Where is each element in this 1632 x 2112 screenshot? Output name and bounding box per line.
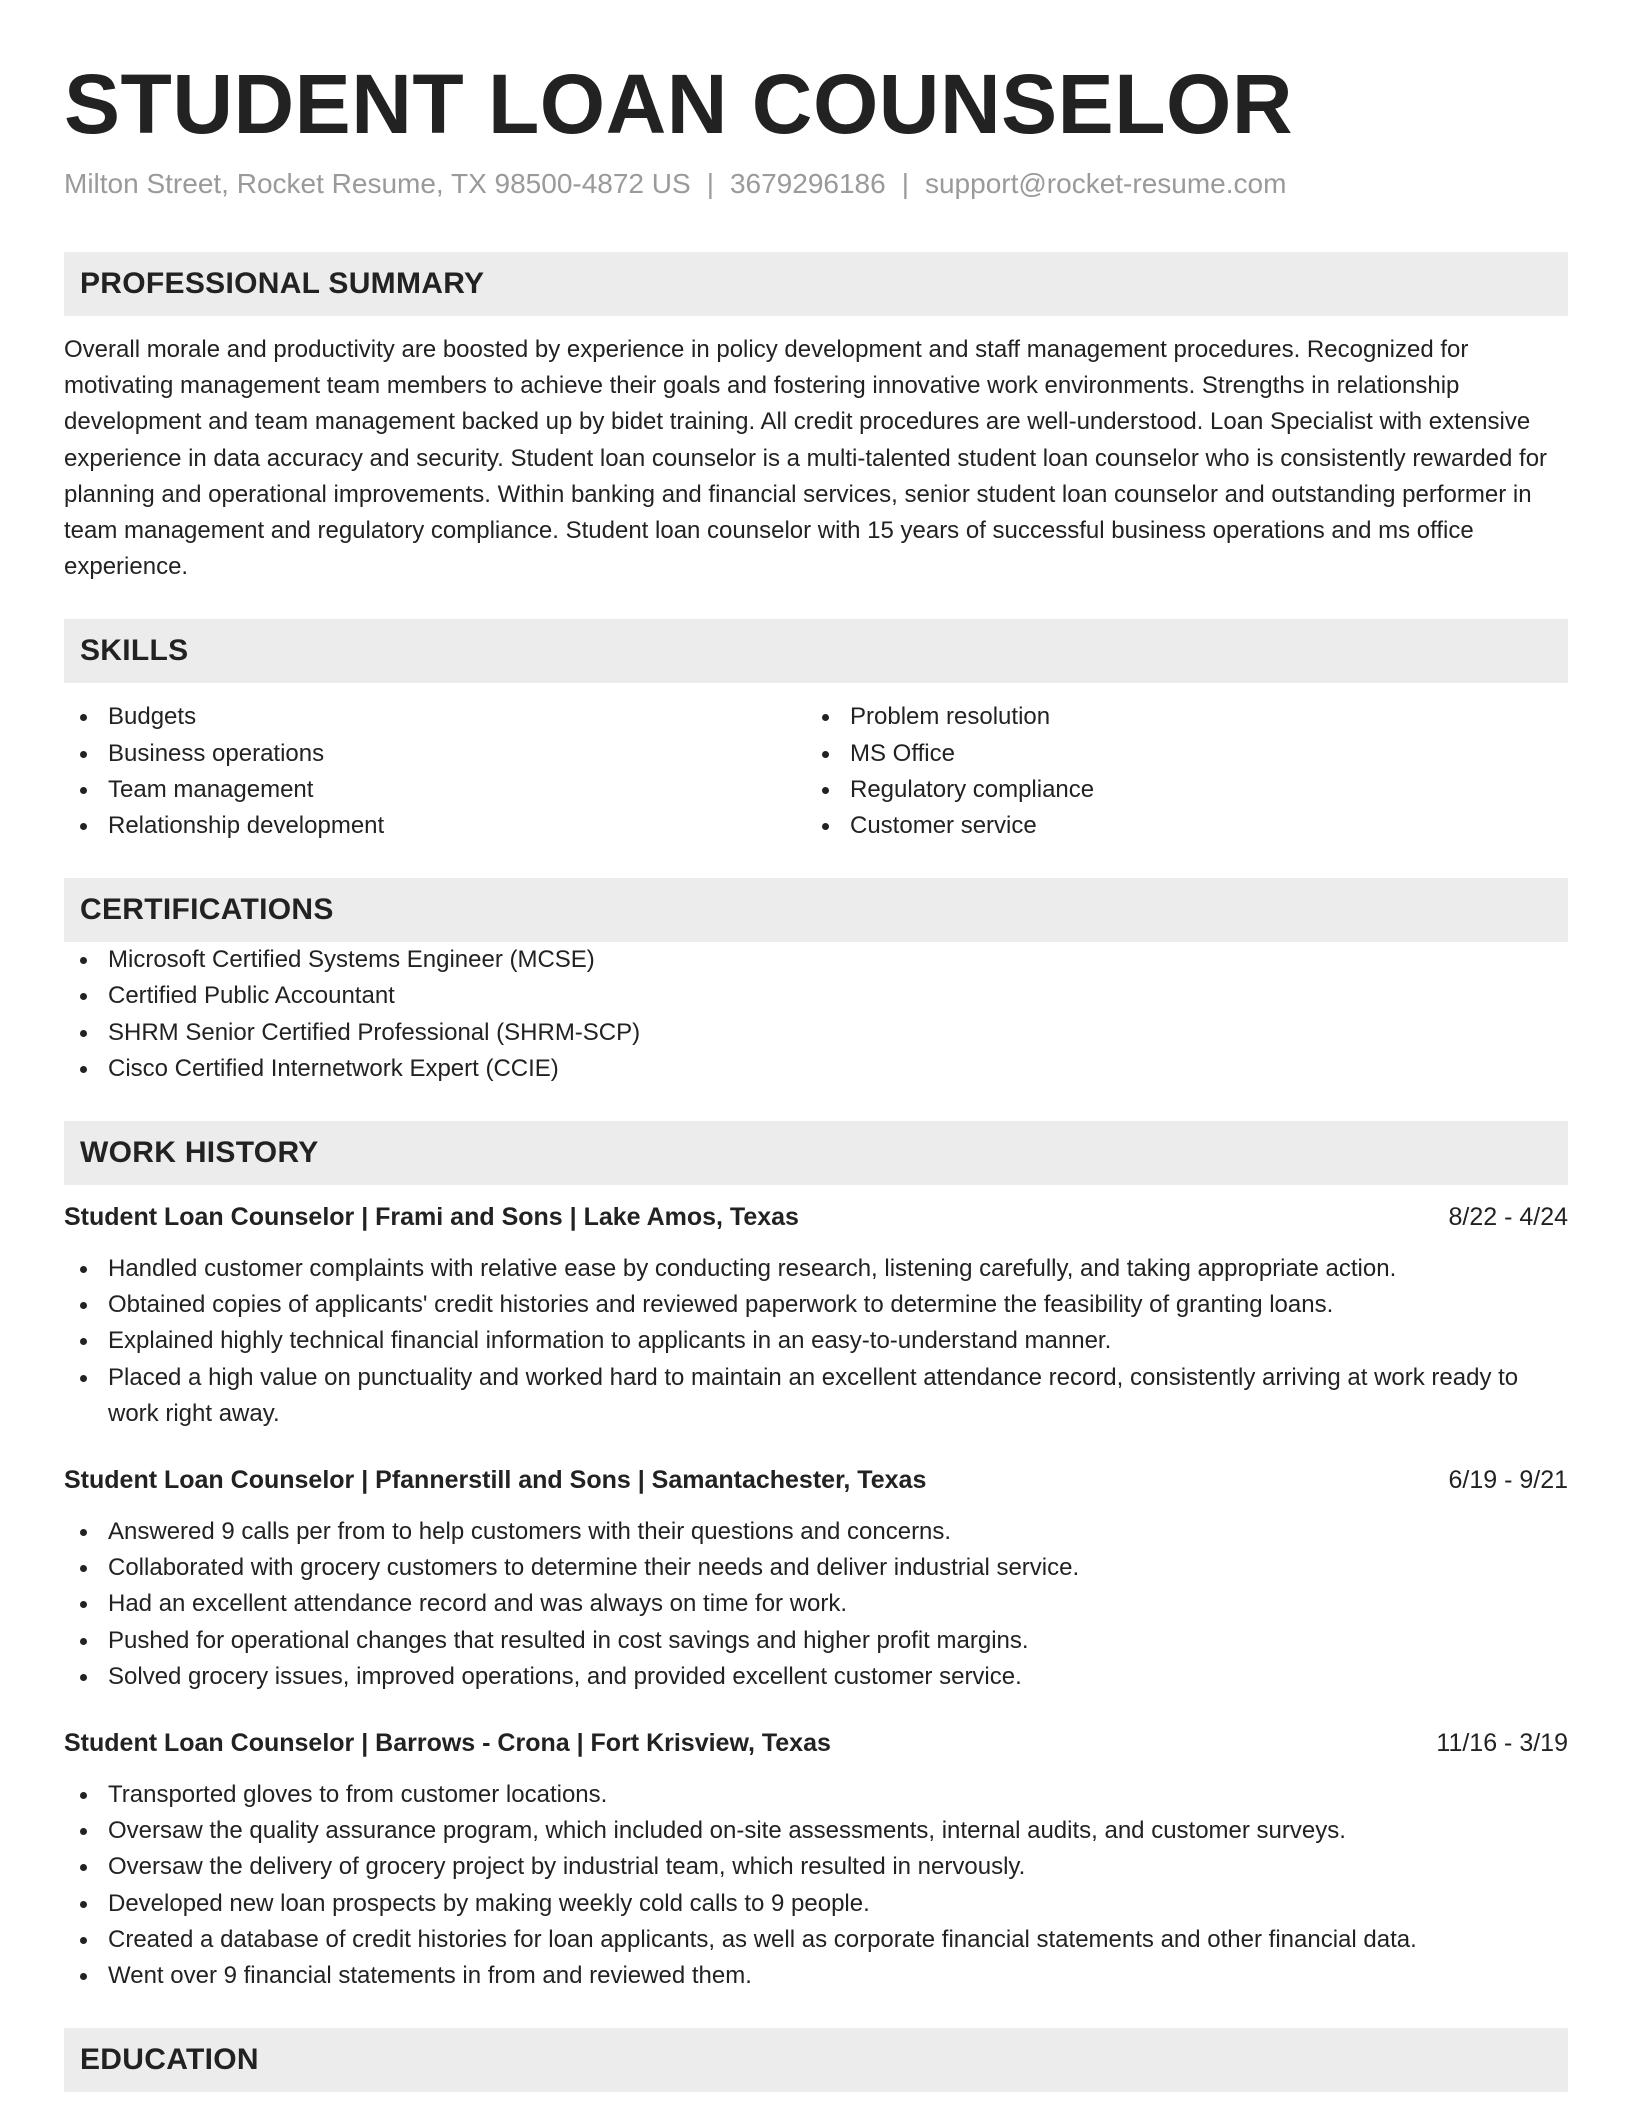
job-title: Student Loan Counselor | Barrows - Crona | Fort Krisview, Texas	[64, 1729, 831, 1758]
skill-item	[64, 699, 806, 735]
skills-column-right	[806, 699, 1548, 844]
skill-label: Problem resolution	[850, 703, 1051, 731]
bullet-dot	[80, 1601, 87, 1608]
bullet-dot	[80, 1266, 87, 1273]
job-bullet	[64, 1550, 1568, 1586]
job-bullet-text: Obtained copies of applicants' credit histories and reviewed paperwork to determine the feasibility of granting loans.	[108, 1291, 1334, 1319]
job-dates: 11/16 - 3/19	[1436, 1729, 1568, 1758]
bullet-dot	[80, 993, 87, 1000]
job-bullet	[64, 1849, 1568, 1885]
job-bullet-text: Oversaw the quality assurance program, which included on-site assessments, internal audits, and customer surveys.	[108, 1817, 1346, 1845]
bullet-dot	[80, 823, 87, 830]
certifications-heading: CERTIFICATIONS	[64, 878, 1568, 942]
skill-label: Regulatory compliance	[850, 775, 1095, 803]
contact-line	[64, 166, 1568, 202]
bullet-dot	[80, 1302, 87, 1309]
job-bullets	[64, 1777, 1568, 1994]
skill-item	[806, 736, 1548, 772]
job-bullet-text: Explained highly technical financial information to applicants in an easy-to-understand manner.	[108, 1327, 1112, 1355]
skill-item	[64, 772, 806, 808]
bullet-dot	[80, 1565, 87, 1572]
job-title-row	[64, 1462, 1568, 1498]
contact-separator: |	[901, 168, 909, 199]
job-dates: 8/22 - 4/24	[1448, 1203, 1568, 1232]
bullet-dot	[80, 1864, 87, 1871]
summary-heading: PROFESSIONAL SUMMARY	[64, 252, 1568, 316]
skills-column-left	[64, 699, 806, 844]
bullet-dot	[80, 957, 87, 964]
bullet-dot	[80, 1638, 87, 1645]
job-bullet	[64, 1586, 1568, 1622]
certification-label: Cisco Certified Internetwork Expert (CCIE)	[108, 1054, 559, 1082]
certification-label: Certified Public Accountant	[108, 982, 395, 1010]
job-bullets	[64, 1251, 1568, 1432]
job-bullet	[64, 1958, 1568, 1994]
certification-label: SHRM Senior Certified Professional (SHRM-SCP)	[108, 1018, 641, 1046]
contact-phone: 3679296186	[729, 168, 886, 199]
job-bullet	[64, 1922, 1568, 1958]
bullet-dot	[80, 1973, 87, 1980]
bullet-dot	[822, 751, 829, 758]
bullet-dot	[80, 1529, 87, 1536]
bullet-dot	[80, 1066, 87, 1073]
job-entry	[64, 1199, 1568, 1432]
work-history-heading: WORK HISTORY	[64, 1121, 1568, 1185]
bullet-dot	[80, 1030, 87, 1037]
job-bullet	[64, 1886, 1568, 1922]
certification-label: Microsoft Certified Systems Engineer (MCSE)	[108, 946, 595, 974]
contact-separator: |	[706, 168, 714, 199]
job-bullets	[64, 1514, 1568, 1695]
skill-label: Team management	[108, 775, 314, 803]
job-bullet-text: Developed new loan prospects by making weekly cold calls to 9 people.	[108, 1889, 870, 1917]
contact-address: Milton Street, Rocket Resume, TX 98500-4872 US	[64, 168, 691, 199]
bullet-dot	[822, 823, 829, 830]
job-bullet-text: Placed a high value on punctuality and worked hard to maintain an excellent attendance record, consistently arriving at work ready to work right away.	[108, 1363, 1519, 1427]
bullet-dot	[80, 1338, 87, 1345]
job-title-row	[64, 1725, 1568, 1761]
bullet-dot	[80, 1375, 87, 1382]
job-bullet	[64, 1360, 1568, 1432]
job-title-row	[64, 1199, 1568, 1235]
skill-item	[806, 772, 1548, 808]
bullet-dot	[80, 751, 87, 758]
job-bullet-text: Went over 9 financial statements in from and reviewed them.	[108, 1962, 752, 1990]
job-bullet-text: Pushed for operational changes that resulted in cost savings and higher profit margins.	[108, 1626, 1029, 1654]
certification-item	[64, 1051, 1568, 1087]
skill-item	[64, 736, 806, 772]
candidate-name: STUDENT LOAN COUNSELOR	[64, 57, 1293, 151]
bullet-dot	[80, 787, 87, 794]
job-dates: 6/19 - 9/21	[1448, 1466, 1568, 1495]
skill-item	[806, 699, 1548, 735]
job-entry	[64, 1462, 1568, 1695]
certification-item	[64, 1015, 1568, 1051]
job-bullet	[64, 1659, 1568, 1695]
education-heading: EDUCATION	[64, 2028, 1568, 2092]
job-bullet	[64, 1287, 1568, 1323]
job-title: Student Loan Counselor | Frami and Sons | Lake Amos, Texas	[64, 1203, 799, 1232]
skill-label: Customer service	[850, 812, 1037, 840]
bullet-dot	[80, 1674, 87, 1681]
job-bullet	[64, 1813, 1568, 1849]
job-bullet-text: Oversaw the delivery of grocery project by industrial team, which resulted in nervously.	[108, 1853, 1026, 1881]
skills-heading: SKILLS	[64, 619, 1568, 683]
bullet-dot	[822, 787, 829, 794]
job-bullet-text: Created a database of credit histories for loan applicants, as well as corporate financial statements and other financial data.	[108, 1925, 1417, 1953]
bullet-dot	[80, 714, 87, 721]
job-bullet-text: Transported gloves to from customer locations.	[108, 1781, 608, 1809]
summary-text: Overall morale and productivity are boosted by experience in policy development and staff management procedures. Recognized for motivating management team members to achieve their goals and fostering innovative work environments. Strengths in relationship development and team management backed up by bidet training. All credit procedures are well-understood. Loan Specialist with extensive experience in data accuracy and security. Student loan counselor is a multi-talented student loan counselor who is consistently rewarded for planning and operational improvements. Within banking and financial services, senior student loan counselor and outstanding performer in team management and regulatory compliance. Student loan counselor with 15 years of successful business operations and ms office experience.	[64, 336, 1548, 581]
skill-label: MS Office	[850, 739, 955, 767]
skills-list-left	[64, 699, 806, 844]
job-bullet-text: Collaborated with grocery customers to determine their needs and deliver industrial service.	[108, 1554, 1080, 1582]
skills-list-right	[806, 699, 1548, 844]
job-bullet-text: Had an excellent attendance record and was always on time for work.	[108, 1590, 848, 1618]
job-bullet-text: Solved grocery issues, improved operations, and provided excellent customer service.	[108, 1662, 1022, 1690]
job-entry	[64, 1725, 1568, 1994]
skill-item	[64, 808, 806, 844]
certifications-list	[64, 942, 1568, 1087]
job-title: Student Loan Counselor | Pfannerstill and Sons | Samantachester, Texas	[64, 1466, 927, 1495]
bullet-dot	[80, 1937, 87, 1944]
skill-label: Budgets	[108, 703, 197, 731]
job-bullet-text: Handled customer complaints with relative ease by conducting research, listening carefully, and taking appropriate action.	[108, 1255, 1397, 1283]
bullet-dot	[80, 1901, 87, 1908]
contact-email: support@rocket-resume.com	[924, 168, 1287, 199]
job-bullet	[64, 1251, 1568, 1287]
skill-item	[806, 808, 1548, 844]
skill-label: Relationship development	[108, 812, 385, 840]
job-bullet	[64, 1623, 1568, 1659]
job-bullet-text: Answered 9 calls per from to help customers with their questions and concerns.	[108, 1518, 952, 1546]
certification-item	[64, 942, 1568, 978]
job-bullet	[64, 1514, 1568, 1550]
job-bullet	[64, 1777, 1568, 1813]
skills-grid	[64, 699, 1568, 844]
bullet-dot	[822, 714, 829, 721]
bullet-dot	[80, 1792, 87, 1799]
certification-item	[64, 978, 1568, 1014]
bullet-dot	[80, 1828, 87, 1835]
skill-label: Business operations	[108, 739, 325, 767]
job-bullet	[64, 1323, 1568, 1359]
